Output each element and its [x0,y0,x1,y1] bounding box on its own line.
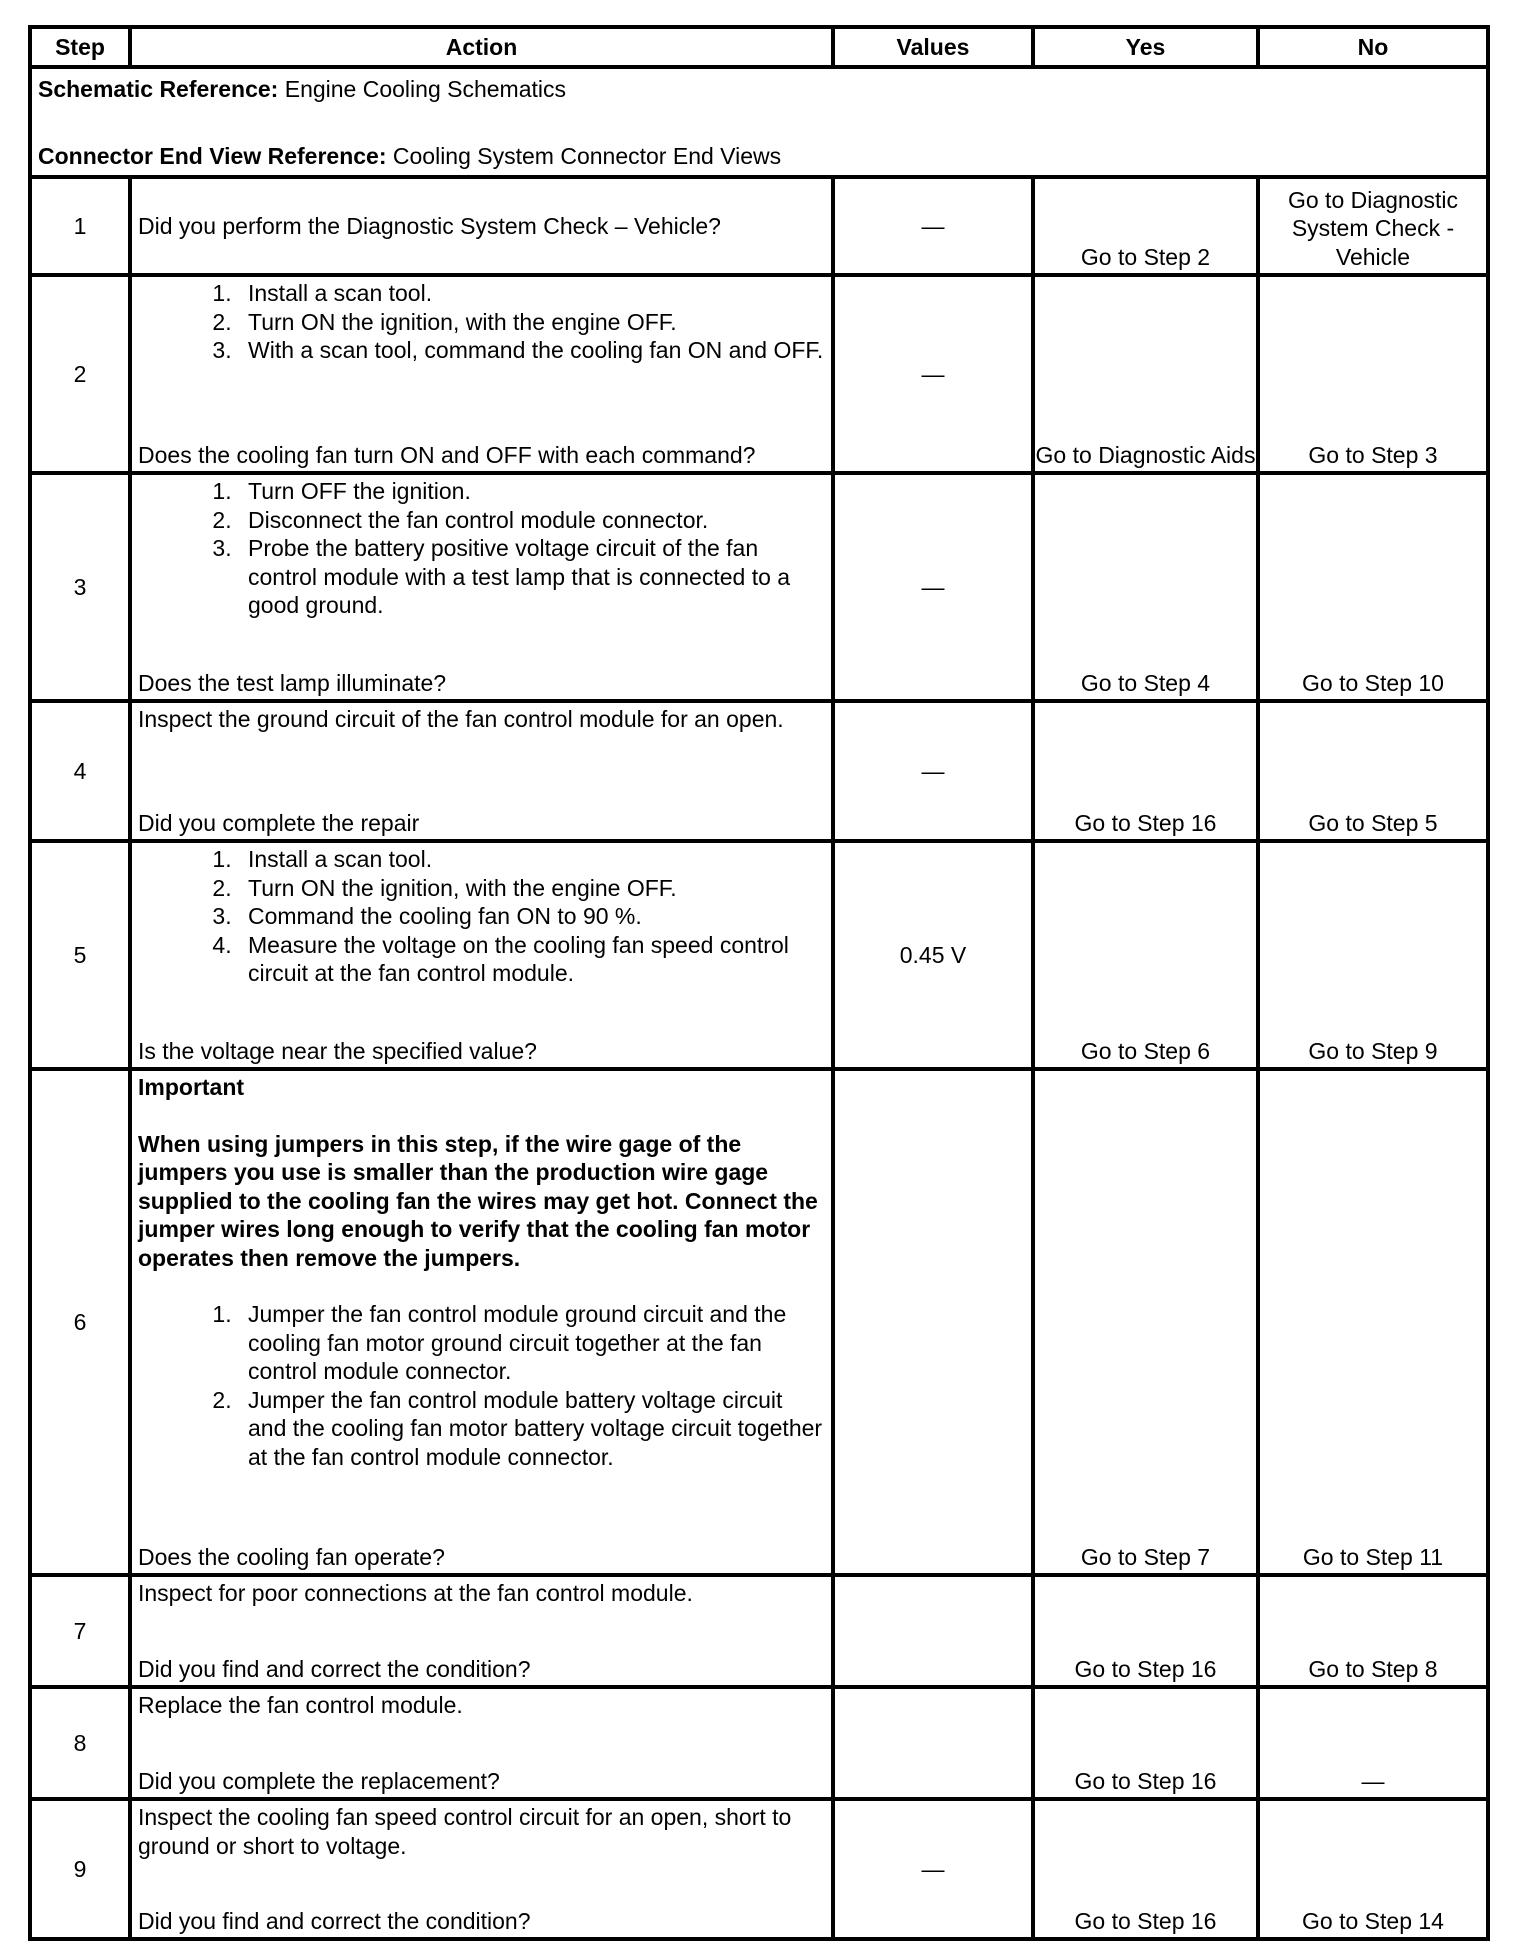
action-question: Does the cooling fan turn ON and OFF with each command? [138,441,756,468]
action-cell [130,841,833,1069]
yes-link[interactable]: Go to Step 16 [1033,1575,1258,1687]
action-text: Inspect for poor connections at the fan control module. [138,1580,693,1606]
diagnostic-table [28,25,1490,1941]
step-number: 3 [30,473,130,701]
action-step: 3. With a scan tool, command the cooling fan ON and OFF. [238,336,825,365]
action-question: Does the cooling fan operate? [138,1543,445,1570]
step-number: 6 [30,1069,130,1575]
yes-link[interactable]: Go to Step 7 [1033,1069,1258,1575]
connector-reference [38,142,1480,171]
step-number: 4 [30,701,130,841]
value-cell: 0.45 V [833,841,1033,1069]
value-cell: — [833,701,1033,841]
table-row [30,177,1488,275]
reference-cell [30,67,1488,177]
header-yes: Yes [1033,27,1258,67]
action-question: Did you find and correct the condition? [138,1655,531,1682]
action-question: Does the test lamp illuminate? [138,669,447,696]
action-step: 1. Jumper the fan control module ground circuit and the cooling fan motor ground circuit together at the fan control module connector. [238,1300,825,1386]
step-number: 2 [30,275,130,473]
step-number: 7 [30,1575,130,1687]
action-cell [130,701,833,841]
no-link: — [1258,1687,1488,1799]
table-row [30,473,1488,701]
header-row [30,27,1488,67]
value-cell: — [833,177,1033,275]
header-action: Action [130,27,833,67]
action-cell [130,1687,833,1799]
important-title: Important [138,1074,245,1100]
table-row [30,1799,1488,1939]
action-text: Replace the fan control module. [138,1692,463,1718]
reference-row [30,67,1488,177]
important-text: When using jumpers in this step, if the wire gage of the jumpers you use is smaller than the production wire gage supplied to the cooling fan the wires may get hot. Connect the jumper wires long enough to verify that the cooling fan motor operates then remove the jumpers. [138,1130,818,1271]
value-cell [833,1069,1033,1575]
header-no: No [1258,27,1488,67]
action-question: Did you perform the Diagnostic System Check – Vehicle? [138,212,721,239]
no-link[interactable]: Go to Step 5 [1258,701,1488,841]
action-question: Is the voltage near the specified value? [138,1037,537,1064]
action-step: 3. Command the cooling fan ON to 90 %. [238,902,825,931]
action-step: 1. Install a scan tool. [238,845,825,874]
action-question: Did you complete the repair [138,809,420,836]
no-link[interactable]: Go to Diagnostic System Check - Vehicle [1258,177,1488,275]
yes-link[interactable]: Go to Diagnostic Aids [1033,275,1258,473]
no-link[interactable]: Go to Step 9 [1258,841,1488,1069]
no-link[interactable]: Go to Step 14 [1258,1799,1488,1939]
yes-link[interactable]: Go to Step 4 [1033,473,1258,701]
action-step: 1. Turn OFF the ignition. [238,477,825,506]
table-row [30,1575,1488,1687]
action-cell [130,473,833,701]
action-step: 2. Disconnect the fan control module connector. [238,506,825,535]
no-link[interactable]: Go to Step 11 [1258,1069,1488,1575]
schematic-reference-label: Schematic Reference: [38,76,279,102]
action-cell [130,1069,833,1575]
action-step: 1. Install a scan tool. [238,279,825,308]
connector-reference-link[interactable]: Cooling System Connector End Views [392,142,782,169]
diagnostic-table-page [28,25,1490,1941]
schematic-reference [38,75,1480,104]
action-cell [130,1799,833,1939]
value-cell [833,1687,1033,1799]
table-row [30,1069,1488,1575]
action-step: 2. Turn ON the ignition, with the engine OFF. [238,308,825,337]
schematic-reference-link[interactable]: Engine Cooling Schematics [284,76,567,102]
action-text: Inspect the ground circuit of the fan control module for an open. [138,706,784,732]
action-step: 2. Jumper the fan control module battery voltage circuit and the cooling fan motor battery voltage circuit together at the fan control module connector. [238,1386,825,1472]
value-cell [833,1575,1033,1687]
action-steps [138,845,825,988]
no-link[interactable]: Go to Step 10 [1258,473,1488,701]
action-step: 2. Turn ON the ignition, with the engine OFF. [238,874,825,903]
yes-link[interactable]: Go to Step 16 [1033,1799,1258,1939]
action-text: Inspect the cooling fan speed control circuit for an open, short to ground or short to voltage. [138,1804,792,1859]
action-cell [130,275,833,473]
yes-link[interactable]: Go to Step 16 [1033,1687,1258,1799]
action-question: Did you find and correct the condition? [138,1907,531,1934]
table-row [30,1687,1488,1799]
no-link[interactable]: Go to Step 8 [1258,1575,1488,1687]
action-question: Did you complete the replacement? [138,1767,500,1794]
no-link[interactable]: Go to Step 3 [1258,275,1488,473]
value-cell: — [833,275,1033,473]
yes-link[interactable]: Go to Step 2 [1033,177,1258,275]
table-row [30,841,1488,1069]
header-step: Step [30,27,130,67]
step-number: 9 [30,1799,130,1939]
action-step: 3. Probe the battery positive voltage circuit of the fan control module with a test lamp that is connected to a good ground. [238,534,825,620]
step-number: 8 [30,1687,130,1799]
yes-link[interactable]: Go to Step 16 [1033,701,1258,841]
action-cell [130,177,833,275]
action-step: 4. Measure the voltage on the cooling fan speed control circuit at the fan control module. [238,931,825,988]
yes-link[interactable]: Go to Step 6 [1033,841,1258,1069]
value-cell: — [833,1799,1033,1939]
action-steps [138,1300,825,1471]
value-cell: — [833,473,1033,701]
table-row [30,701,1488,841]
table-row [30,275,1488,473]
step-number: 5 [30,841,130,1069]
connector-reference-label: Connector End View Reference: [38,142,387,169]
action-steps [138,279,825,365]
action-steps [138,477,825,620]
step-number: 1 [30,177,130,275]
header-values: Values [833,27,1033,67]
action-cell [130,1575,833,1687]
